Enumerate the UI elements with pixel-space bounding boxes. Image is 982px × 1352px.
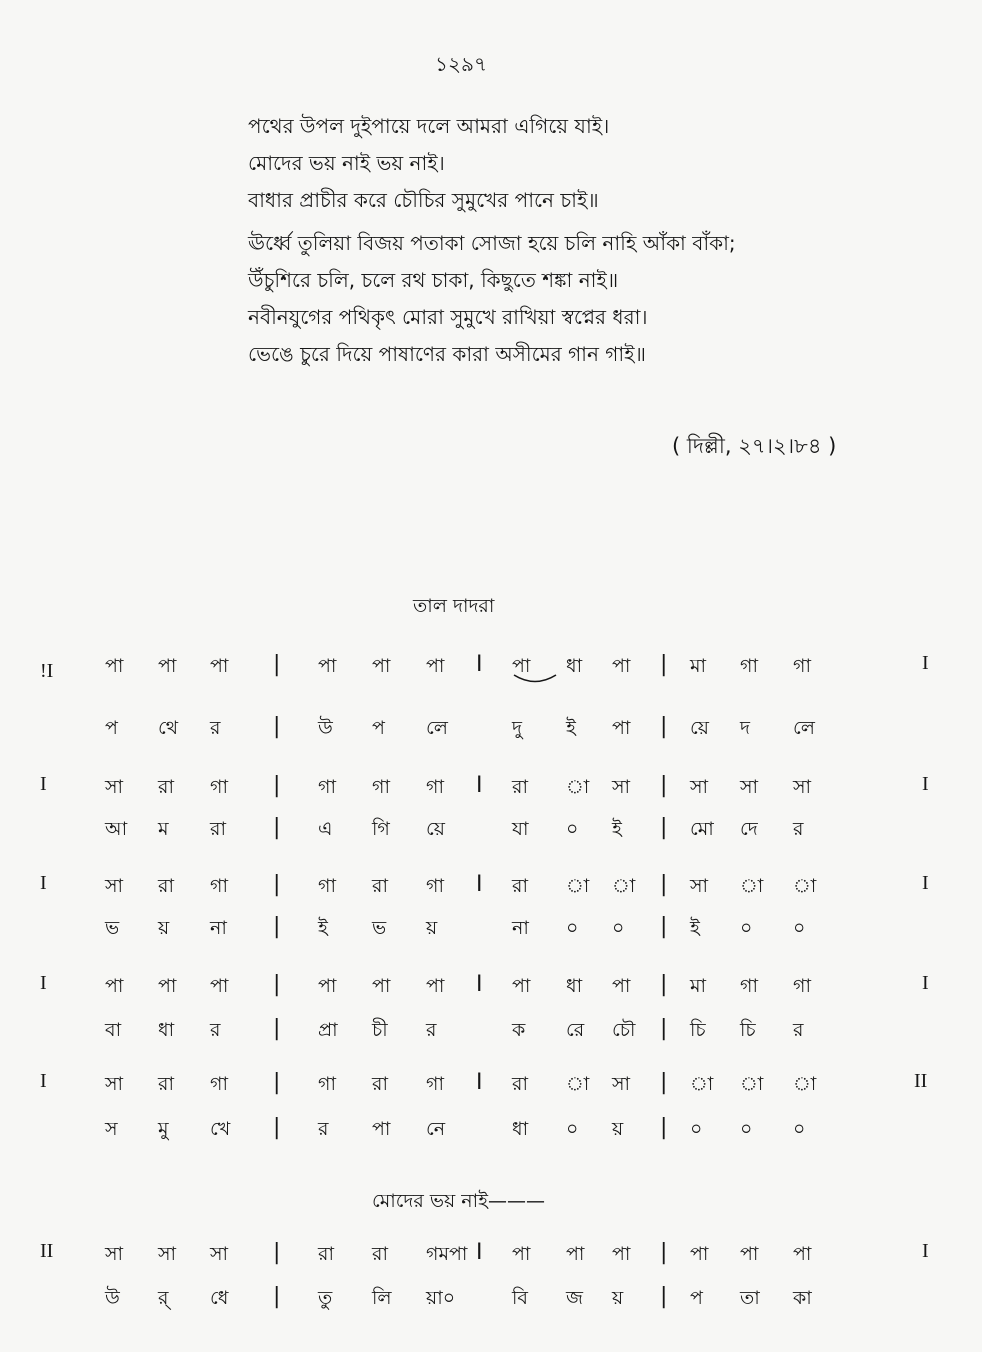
bar-line: | <box>273 872 281 897</box>
swara-note: পা <box>612 655 631 677</box>
swara-note: সা <box>612 776 631 798</box>
swara-note: পা <box>612 975 631 997</box>
swara-note: গা <box>793 975 811 997</box>
swara-note: পা <box>512 1243 531 1265</box>
verse-line: ভেঙে চুরে দিয়ে পাষাণের কারা অসীমের গান গাই॥ <box>248 342 646 366</box>
lyric-syllable: ০ <box>566 917 579 939</box>
lyric-syllable: য় <box>612 1118 624 1140</box>
lyric-syllable: ধে <box>210 1287 229 1309</box>
bar-line: | <box>273 1284 281 1309</box>
swara-note: পা <box>372 975 391 997</box>
lyric-syllable: য়ে <box>426 818 445 840</box>
lyric-syllable: ক <box>512 1019 526 1041</box>
row-start-mark: I <box>40 972 47 994</box>
swara-note: পা <box>318 655 337 677</box>
lyric-syllable: ভ <box>105 917 120 939</box>
lyric-syllable: জ <box>566 1287 583 1309</box>
lyric-syllable: নে <box>426 1118 446 1140</box>
lyric-row <box>0 1016 982 1046</box>
lyric-row <box>0 714 982 744</box>
lyric-syllable: লে <box>426 717 448 739</box>
lyric-syllable: ০ <box>566 818 579 840</box>
swara-note: গা <box>210 875 228 897</box>
row-end-mark: I <box>922 652 929 674</box>
lyric-syllable: ই <box>318 917 328 939</box>
swara-note: রা <box>512 875 528 897</box>
row-start-mark: I <box>40 1070 47 1092</box>
lyric-syllable: ০ <box>612 917 625 939</box>
bar-line: | <box>660 1115 668 1140</box>
lyric-syllable: তা <box>740 1287 760 1309</box>
row-start-mark: !I <box>40 660 54 682</box>
swara-note: া <box>793 875 817 897</box>
swara-row <box>0 872 982 902</box>
vibhag-mark: I <box>476 1070 483 1095</box>
lyric-syllable: মু <box>158 1118 169 1140</box>
lyric-syllable: চৌ <box>612 1019 636 1041</box>
swara-note: সা <box>210 1243 229 1265</box>
bar-line: | <box>273 972 281 997</box>
vibhag-mark: I <box>476 652 483 677</box>
swara-note: া <box>740 1073 764 1095</box>
lyric-row <box>0 1115 982 1145</box>
lyric-syllable: আ <box>105 818 128 840</box>
lyric-syllable: র <box>318 1118 329 1140</box>
lyric-syllable: চি <box>690 1019 706 1041</box>
row-start-mark: I <box>40 773 47 795</box>
swara-note: া <box>566 1073 590 1095</box>
lyric-syllable: ই <box>566 717 576 739</box>
swara-note: পা <box>210 975 229 997</box>
swara-note: মা <box>690 975 707 997</box>
swara-note: া <box>740 875 764 897</box>
lyric-syllable: চী <box>372 1019 388 1041</box>
verse-line: নবীনযুগের পথিকৃৎ মোরা সুমুখে রাখিয়া স্বপ্নের ধরা। <box>248 305 648 329</box>
lyric-syllable: পা <box>612 717 631 739</box>
lyric-row <box>0 815 982 845</box>
bar-line: | <box>660 1284 668 1309</box>
lyric-syllable: লি <box>372 1287 392 1309</box>
swara-note: রা <box>318 1243 334 1265</box>
tala-title: তাল দাদরা <box>413 595 495 617</box>
lyric-syllable: দু <box>512 717 522 739</box>
bar-line: | <box>273 1016 281 1041</box>
swara-note: মা <box>690 655 707 677</box>
verse-line: উঁচুশিরে চলি, চলে রথ চাকা, কিছুতে শঙ্কা নাই॥ <box>248 268 619 292</box>
swara-note: া <box>793 1073 817 1095</box>
lyric-syllable: না <box>512 917 529 939</box>
verse-line: ঊর্ধ্বে তুলিয়া বিজয় পতাকা সোজা হয়ে চলি নাহি আঁকা বাঁকা; <box>248 231 736 255</box>
lyric-syllable: প <box>105 717 118 739</box>
lyric-syllable: র <box>210 1019 221 1041</box>
lyric-syllable: গি <box>372 818 390 840</box>
swara-note: সা <box>740 776 759 798</box>
vibhag-mark: I <box>476 1240 483 1265</box>
meend-curve <box>512 672 558 686</box>
swara-row <box>0 972 982 1002</box>
swara-note: পা <box>512 655 531 677</box>
swara-row <box>0 1070 982 1100</box>
swara-note: সা <box>105 1073 124 1095</box>
subheading: মোদের ভয় নাই——— <box>372 1190 545 1212</box>
bar-line: | <box>273 1240 281 1265</box>
lyric-syllable: র <box>793 818 804 840</box>
swara-note: পা <box>318 975 337 997</box>
swara-note: রা <box>512 1073 528 1095</box>
lyric-syllable: ম <box>158 818 169 840</box>
swara-note: পা <box>158 975 177 997</box>
lyric-syllable: চি <box>740 1019 756 1041</box>
swara-note: গা <box>318 1073 336 1095</box>
swara-note: সা <box>158 1243 177 1265</box>
swara-note: া <box>690 1073 714 1095</box>
swara-row <box>0 1240 982 1270</box>
swara-note: পা <box>566 1243 585 1265</box>
lyric-syllable: বি <box>512 1287 529 1309</box>
swara-note: ধা <box>566 975 583 997</box>
vibhag-mark: I <box>476 972 483 997</box>
lyric-syllable: ০ <box>740 1118 753 1140</box>
lyric-syllable: না <box>210 917 227 939</box>
lyric-syllable: ভ <box>372 917 387 939</box>
swara-note: গা <box>793 655 811 677</box>
verse-line: মোদের ভয় নাই ভয় নাই। <box>248 151 445 175</box>
bar-line: | <box>273 714 281 739</box>
bar-line: | <box>660 1016 668 1041</box>
lyric-syllable: ধা <box>512 1118 529 1140</box>
bar-line: | <box>660 1240 668 1265</box>
swara-note: রা <box>372 1243 388 1265</box>
bar-line: | <box>660 1070 668 1095</box>
swara-note: পা <box>512 975 531 997</box>
swara-note: পা <box>793 1243 812 1265</box>
lyric-syllable: য়া০ <box>426 1287 456 1309</box>
swara-note: গা <box>426 875 444 897</box>
bar-line: | <box>273 773 281 798</box>
swara-note: পা <box>105 975 124 997</box>
swara-note: গমপা <box>426 1243 468 1265</box>
lyric-syllable: দে <box>740 818 758 840</box>
bar-line: | <box>660 872 668 897</box>
bar-line: | <box>273 1070 281 1095</box>
lyric-syllable: ই <box>690 917 700 939</box>
vibhag-mark: I <box>476 872 483 897</box>
swara-note: সা <box>793 776 812 798</box>
lyric-syllable: র <box>793 1019 804 1041</box>
swara-note: পা <box>210 655 229 677</box>
lyric-syllable: লে <box>793 717 815 739</box>
swara-note: গা <box>318 875 336 897</box>
verse-line: পথের উপল দুইপায়ে দলে আমরা এগিয়ে যাই। <box>248 114 610 138</box>
lyric-syllable: প <box>690 1287 703 1309</box>
bar-line: | <box>273 914 281 939</box>
lyric-syllable: র <box>210 717 221 739</box>
lyric-syllable: উ <box>318 717 333 739</box>
bar-line: | <box>273 652 281 677</box>
lyric-syllable: রে <box>566 1019 585 1041</box>
verse-block <box>248 108 736 373</box>
lyric-syllable: রা <box>210 818 226 840</box>
verse-line: বাধার প্রাচীর করে চৌচির সুমুখের পানে চাই॥ <box>248 188 599 212</box>
swara-note: গা <box>318 776 336 798</box>
lyric-syllable: স <box>105 1118 118 1140</box>
bar-line: | <box>660 714 668 739</box>
row-end-mark: I <box>922 972 929 994</box>
swara-note: সা <box>612 1073 631 1095</box>
swara-note: রা <box>372 875 388 897</box>
swara-note: গা <box>210 1073 228 1095</box>
lyric-syllable: কা <box>793 1287 812 1309</box>
swara-note: রা <box>372 1073 388 1095</box>
bar-line: | <box>660 972 668 997</box>
lyric-syllable: বা <box>105 1019 122 1041</box>
bar-line: | <box>660 773 668 798</box>
swara-note: গা <box>210 776 228 798</box>
swara-note: ধা <box>566 655 583 677</box>
lyric-syllable: ০ <box>566 1118 579 1140</box>
bar-line: | <box>660 652 668 677</box>
row-start-mark: II <box>40 1240 54 1262</box>
swara-note: গা <box>740 655 758 677</box>
row-end-mark: II <box>914 1070 928 1092</box>
swara-note: পা <box>372 655 391 677</box>
row-end-mark: I <box>922 773 929 795</box>
swara-note: পা <box>158 655 177 677</box>
swara-note: া <box>566 875 590 897</box>
bar-line: | <box>273 1115 281 1140</box>
row-end-mark: I <box>922 872 929 894</box>
lyric-syllable: খে <box>210 1118 231 1140</box>
swara-note: পা <box>105 655 124 677</box>
swara-note: সা <box>105 875 124 897</box>
lyric-syllable: য় <box>612 1287 624 1309</box>
swara-note: া <box>612 875 636 897</box>
lyric-row <box>0 914 982 944</box>
lyric-syllable: যা <box>512 818 529 840</box>
bar-line: | <box>660 815 668 840</box>
lyric-syllable: প্রা <box>318 1019 338 1041</box>
swara-note: পা <box>740 1243 759 1265</box>
swara-note: রা <box>158 875 174 897</box>
bar-line: | <box>273 815 281 840</box>
swara-note: পা <box>426 975 445 997</box>
swara-note: পা <box>690 1243 709 1265</box>
lyric-syllable: ই <box>612 818 622 840</box>
lyric-syllable: ০ <box>690 1118 703 1140</box>
swara-row <box>0 652 982 682</box>
lyric-syllable: য় <box>426 917 438 939</box>
swara-note: গা <box>372 776 390 798</box>
swara-note: সা <box>690 776 709 798</box>
swara-note: সা <box>105 776 124 798</box>
lyric-syllable: দ <box>740 717 750 739</box>
lyric-syllable: ০ <box>793 917 806 939</box>
swara-note: পা <box>426 655 445 677</box>
lyric-syllable: উ <box>105 1287 120 1309</box>
swara-note: গা <box>740 975 758 997</box>
bar-line: | <box>660 914 668 939</box>
lyric-syllable: ০ <box>793 1118 806 1140</box>
lyric-syllable: ধা <box>158 1019 175 1041</box>
lyric-syllable: পা <box>372 1118 391 1140</box>
place-date: ( দিল্লী, ২৭।২।৮৪ ) <box>672 434 837 458</box>
vibhag-mark: I <box>476 773 483 798</box>
lyric-syllable: থে <box>158 717 179 739</box>
lyric-syllable: এ <box>318 818 333 840</box>
swara-row <box>0 773 982 803</box>
lyric-row <box>0 1284 982 1314</box>
page-number: ১২৯৭ <box>435 52 487 76</box>
lyric-syllable: প <box>372 717 385 739</box>
lyric-syllable: তু <box>318 1287 333 1309</box>
lyric-syllable: ০ <box>740 917 753 939</box>
swara-note: গা <box>426 1073 444 1095</box>
row-start-mark: I <box>40 872 47 894</box>
lyric-syllable: য়ে <box>690 717 709 739</box>
swara-note: রা <box>158 776 174 798</box>
swara-note: রা <box>512 776 528 798</box>
lyric-syllable: র <box>426 1019 437 1041</box>
swara-note: া <box>566 776 590 798</box>
swara-note: পা <box>612 1243 631 1265</box>
swara-note: গা <box>426 776 444 798</box>
row-end-mark: I <box>922 1240 929 1262</box>
swara-note: সা <box>105 1243 124 1265</box>
swara-note: সা <box>690 875 709 897</box>
lyric-syllable: য় <box>158 917 170 939</box>
lyric-syllable: মো <box>690 818 714 840</box>
lyric-syllable: র্ <box>158 1287 169 1309</box>
swara-note: রা <box>158 1073 174 1095</box>
